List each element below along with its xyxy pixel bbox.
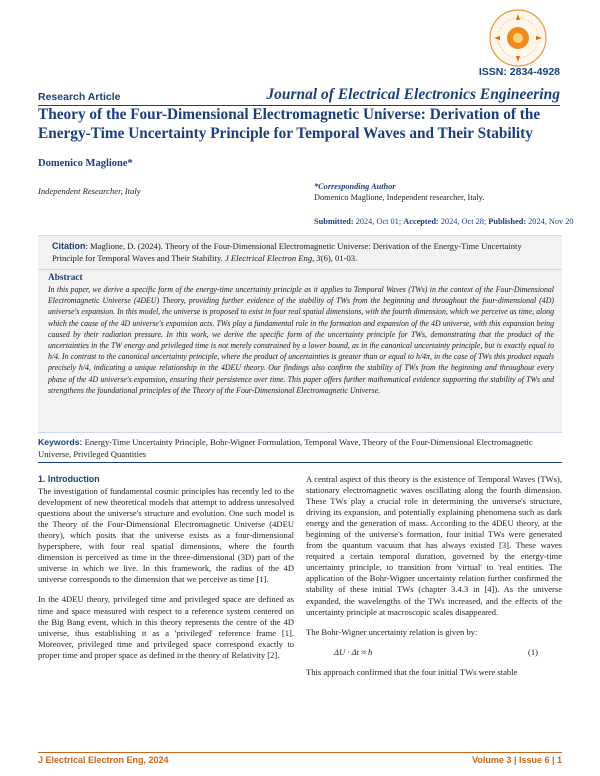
keywords-label: Keywords:: [38, 437, 83, 447]
abstract-heading: Abstract: [48, 273, 83, 283]
equation-row: [306, 647, 562, 661]
footer-divider: [38, 752, 562, 753]
published-label: Published:: [488, 217, 527, 226]
intro-paragraph-1: The investigation of fundamental cosmic principles has recently led to the development of new theoretical models that attempt to address unresolved questions about the universe's structure and evolution. One such model is the Theory of the Four-Dimensional Electromagnetic Universe (4DEU theory), which posits that the universe exists as a four-dimensional hypersphere, with four real spatial dimensions, where the fourth dimension is perceived as time in the three-dimensional (3D) part of the universe in which we live. In this framework, the radius of the 4D universe corresponds to the dimension that we perceive as time [1].: [38, 486, 294, 585]
keywords-text: Energy-Time Uncertainty Principle, Bohr-Wigner Formulation, Temporal Wave, Theory of the Four-Dimensional Electromagnetic Universe, Privileged Quantities: [38, 437, 533, 459]
equation: ΔU · Δt ≈ h: [334, 646, 373, 657]
issn: ISSN: 2834-4928: [478, 66, 560, 78]
abstract-text: In this paper, we derive a specific form of the energy-time uncertainty principle as it applies to Temporal Waves (TWs) in the context of the Four-Dimensional Electromagnetic Universe (4DEU) Theory, providing further evidence of the stability of TWs from the beginning and throughout the four-dimensional (4D) universe's expansion. In this model, the universe is proposed to exist in four real spatial dimensions, with the fourth dimension, which we perceive as time, along which the cause of the 4D universe's expansion acts. TWs play a fundamental role in the formation and expansion of the 4D universe, with this expansion being caused by their radiation pressure. In this work, we derive the specific form of the uncertainty principle for TWs, demonstrating that the product of the uncertainties in the TW energy and privileged time is not merely constrained by a lower bound, as in the canonical uncertainty principle, but is exactly equal to h/4. In contrast to the canonical uncertainty principle, where the product of uncertainties is greater than or equal to h/4π, in the case of TWs this product equals precisely h/4, indicating a unique relationship in the 4DEU theory. Our findings also confirm the stability of TWs from the beginning and throughout every phase of the 4D universe's expansion, ensuring their persistence over time. This paper offers further mathematical evidence supporting the stability of TWs and strengthens the foundational principles of the Theory of the Four-Dimensional Electromagnetic Universe.: [48, 285, 554, 395]
header-row: [38, 84, 560, 106]
author: Domenico Maglione*: [38, 158, 133, 169]
corresponding-author-label: *Corresponding Author: [314, 182, 396, 191]
keywords-divider: [38, 462, 562, 463]
footer-volume: Volume 3 | Issue 6 | 1: [472, 755, 562, 765]
article-type: Research Article: [38, 91, 121, 103]
citation-text: : Maglione, D. (2024). Theory of the Four-Dimensional Electromagnetic Universe: Derivation of the Energy-Time Uncertainty Principle for Temporal Waves and Their Stability.: [52, 241, 522, 263]
paper-title: Theory of the Four-Dimensional Electromagnetic Universe: Derivation of the Energy-Time Uncertainty Principle for Temporal Waves and Their Stability: [38, 106, 541, 142]
corresponding-author: [314, 181, 564, 203]
intro-paragraph-2: In the 4DEU theory, privileged time and privileged space are defined as time and space measured with respect to a reference system centered on the Big Bang event, which in this theory represents the centre of the 4D universe, thus establishing it as a 'privileged' reference frame [1]. Moreover, privileged time and privileged space correspond exactly to proper time and proper space as defined in the theory of Relativity [2].: [38, 594, 294, 660]
affiliation: Independent Researcher, Italy: [38, 186, 141, 196]
keywords: [38, 437, 562, 460]
intro-paragraph-4: The Bohr-Wigner uncertainty relation is given by:: [306, 626, 478, 637]
corresponding-author-text: Domenico Maglione, Independent researcher, Italy.: [314, 193, 485, 202]
publication-dates: [314, 217, 574, 226]
introduction-heading: 1. Introduction: [38, 474, 100, 484]
journal-title: Journal of Electrical Electronics Engineering: [266, 86, 560, 103]
intro-paragraph-5: This approach confirmed that the four initial TWs were stable: [306, 666, 518, 677]
accepted-label: Accepted:: [403, 217, 439, 226]
footer-journal: J Electrical Electron Eng, 2024: [38, 755, 169, 765]
intro-paragraph-3: A central aspect of this theory is the existence of Temporal Waves (TWs), stationary electromagnetic waves oscillating along the fourth dimension. These TWs play a crucial role in determining the universe's structure, driving its expansion, and potentially explaining phenomena such as dark energy and the generation of mass. According to the 4DEU theory, at the beginning of the universe's formation, four initial TWs were generated from the quantum vacuum that has always existed [3]. These waves required a certain temporal duration, governed by the energy-time uncertainty principle, to transition from 'virtual' to 'real entities. The application of the Bohr-Wigner uncertainty relation further confirmed the stability of these initial TWs (chapter 3.4.3 in [4]). As the universe expanded, the wavelengths of the TWs increased, and the effects of the uncertainty principle at macroscopic scales disappeared.: [306, 474, 562, 617]
abstract-box: [38, 269, 562, 433]
submitted-date: 2024, Oct 01;: [355, 217, 402, 226]
published-date: 2024, Nov 20: [528, 217, 574, 226]
right-column: [306, 474, 562, 687]
left-column: [38, 474, 294, 670]
submitted-label: Submitted:: [314, 217, 354, 226]
accepted-date: 2024, Oct 28;: [440, 217, 487, 226]
citation-label: Citation: [52, 241, 86, 251]
journal-logo: [488, 8, 548, 68]
equation-number: (1): [528, 646, 538, 657]
citation: [52, 241, 550, 264]
citation-journal: J Electrical Electron Eng, 3: [224, 252, 321, 263]
citation-issue: (6), 01-03.: [320, 252, 358, 263]
